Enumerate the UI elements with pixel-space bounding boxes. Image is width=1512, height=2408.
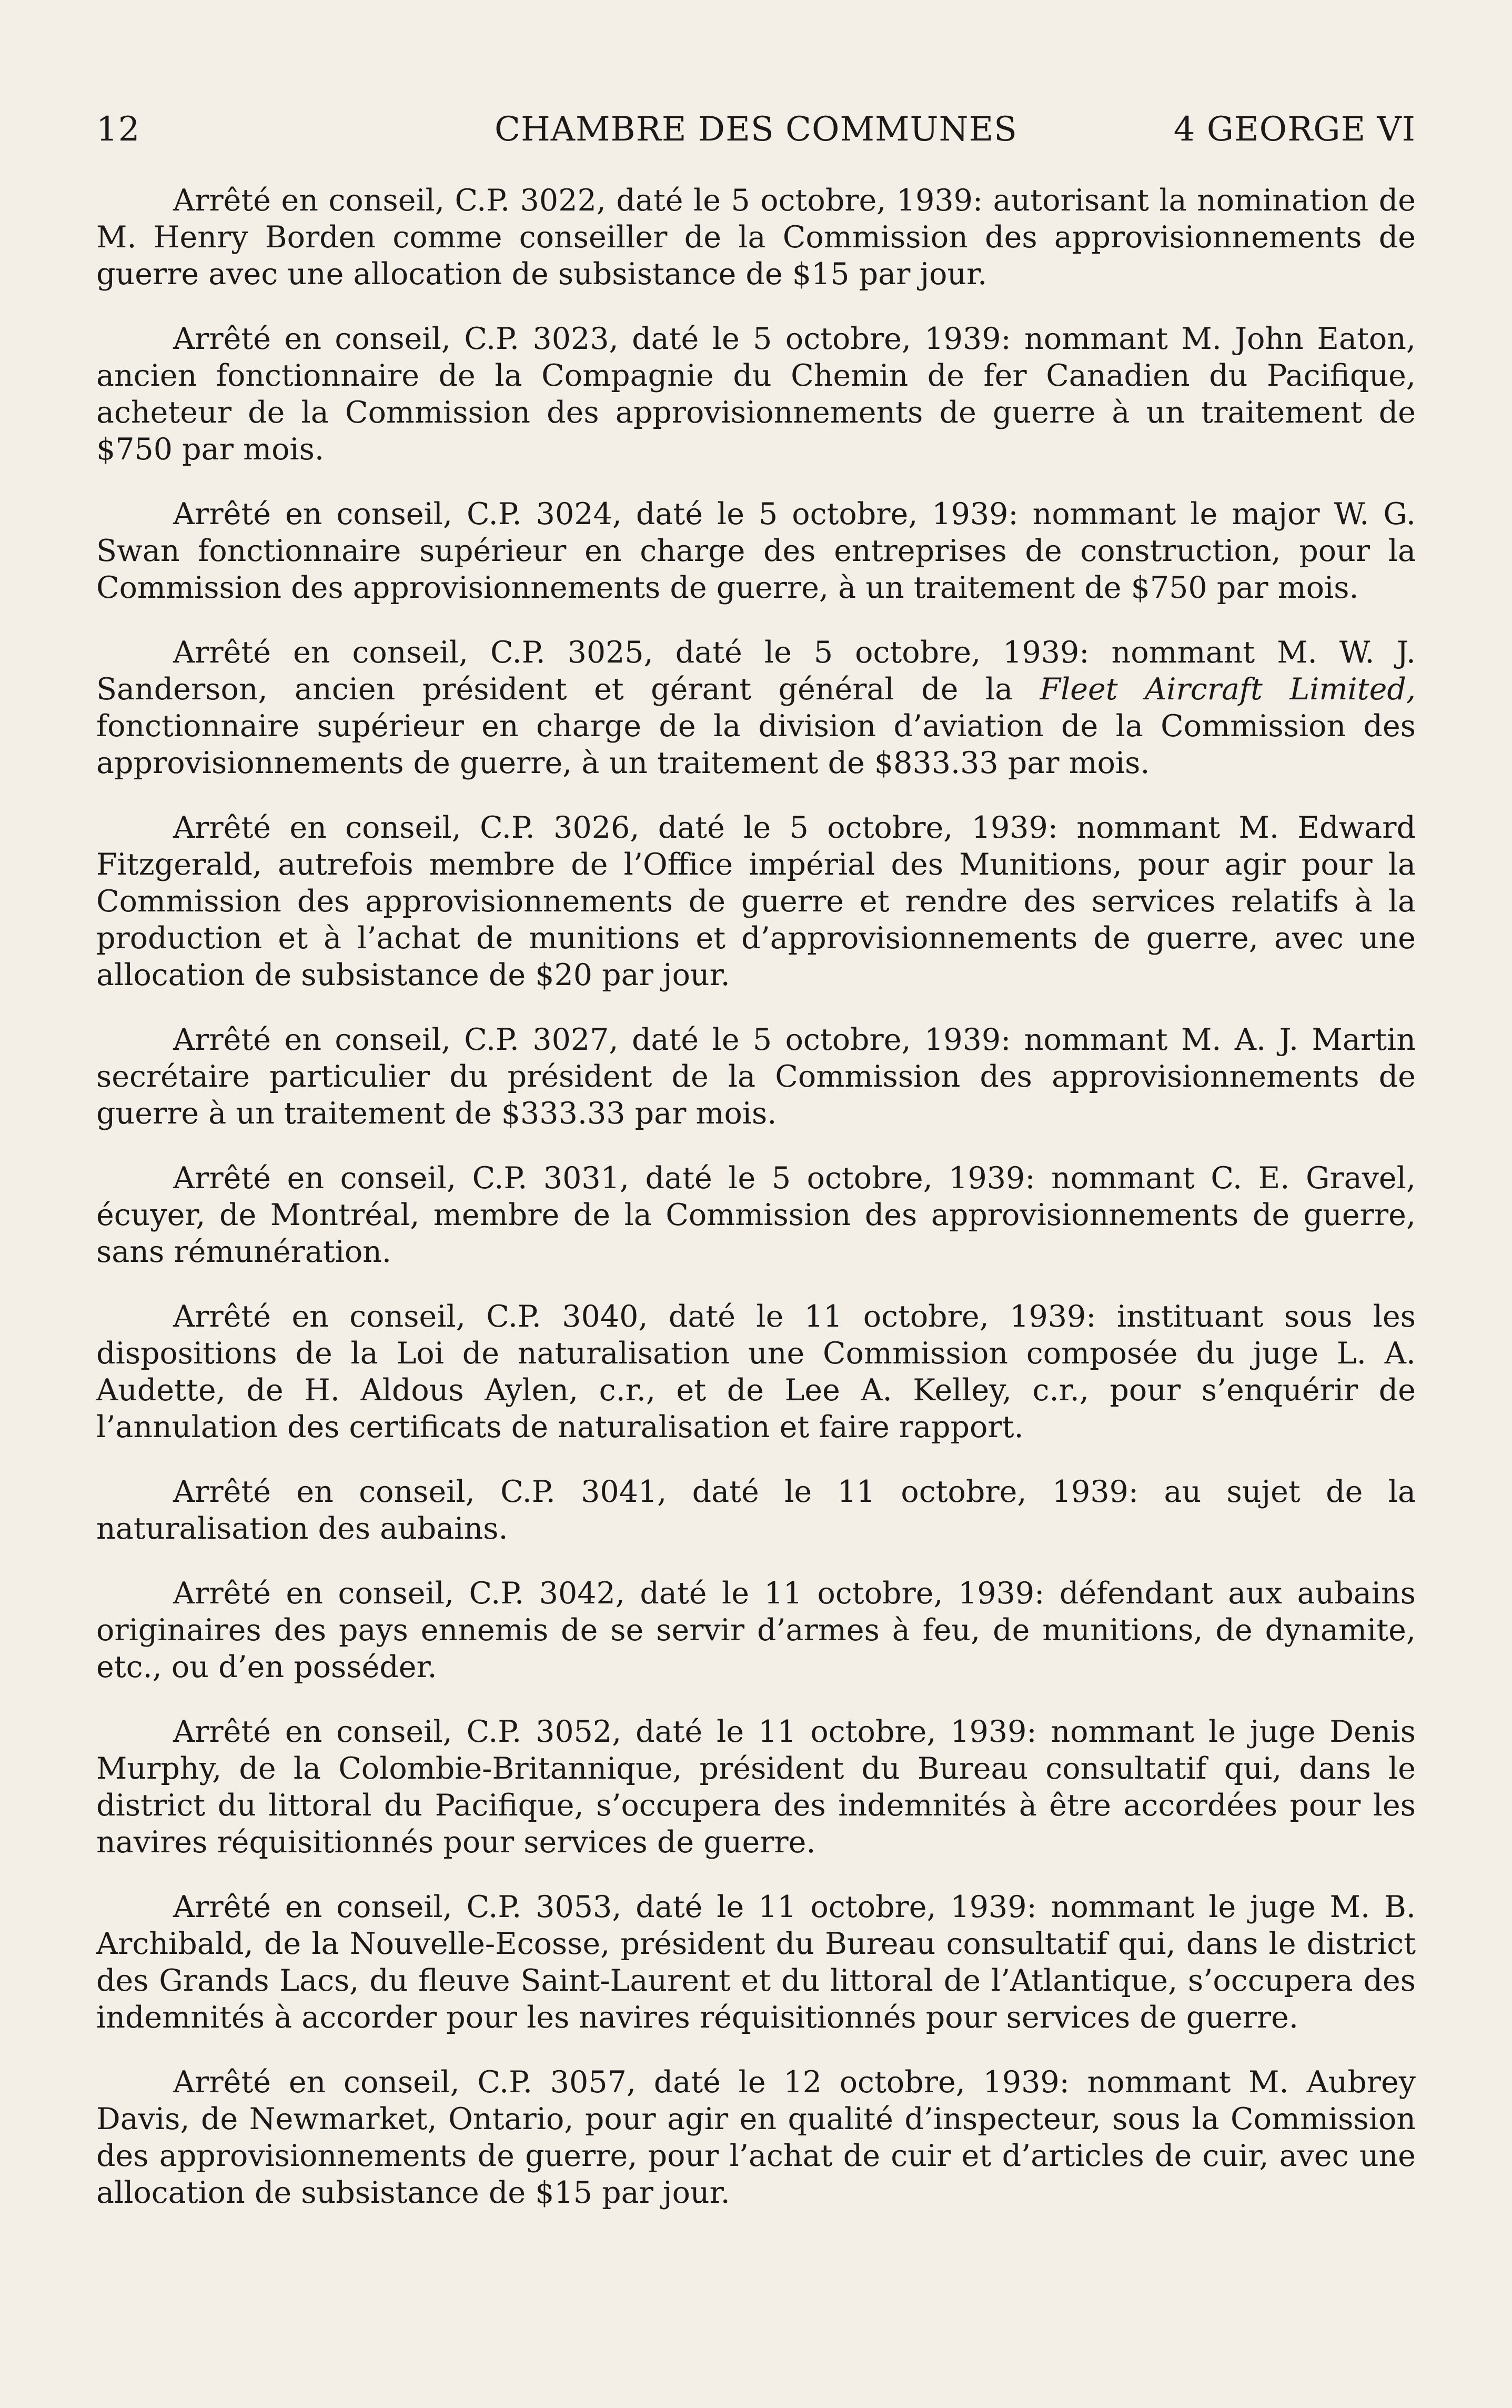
order-entry-3052: Arrêté en conseil, C.P. 3052, daté le 11 octobre, 1939: nommant le juge Denis Murphy, de la Colombie-Britannique, président du Bureau consultatif qui, dans le district du littoral du Pacifique, s’occupera des indemnités à être accordées pour les navires réquisitionnés pour services de guerre.: [96, 1714, 1416, 1860]
order-entry-text: fonctionnaire supérieur en charge de la division d’aviation de la Commission des approvisionnements de guerre, à un traitement de $833.33 par mois.: [96, 709, 1416, 780]
order-entry-3024: Arrêté en conseil, C.P. 3024, daté le 5 octobre, 1939: nommant le major W. G. Swan fonctionnaire supérieur en charge des entreprises de construction, pour la Commission des approvisionnements de guerre, à un traitement de $750 par mois.: [96, 497, 1416, 605]
order-entry-3022: Arrêté en conseil, C.P. 3022, daté le 5 octobre, 1939: autorisant la nomination de M. Henry Borden comme conseiller de la Commission des approvisionnements de guerre avec une allocation de subsistance de $15 par jour.: [96, 183, 1416, 292]
order-entry-3023: Arrêté en conseil, C.P. 3023, daté le 5 octobre, 1939: nommant M. John Eaton, ancien fonctionnaire de la Compagnie du Chemin de fer Canadien du Pacifique, acheteur de la Commission des approvisionnements de guerre à un traitement de $750 par mois.: [96, 322, 1416, 467]
company-name: Fleet Aircraft Limited,: [1040, 672, 1416, 707]
order-in-council-list: [96, 182, 1416, 2239]
order-entry-3042: Arrêté en conseil, C.P. 3042, daté le 11 octobre, 1939: défendant aux aubains originaires des pays ennemis de se servir d’armes à feu, de munitions, de dynamite, etc., ou d’en posséder.: [96, 1576, 1416, 1684]
page-title: CHAMBRE DES COMMUNES: [494, 110, 1018, 149]
page-number: 12: [96, 110, 140, 149]
order-entry-3031: Arrêté en conseil, C.P. 3031, daté le 5 octobre, 1939: nommant C. E. Gravel, écuyer, de Montréal, membre de la Commission des approvisionnements de guerre, sans rémunération.: [96, 1161, 1416, 1269]
running-head: [96, 104, 1416, 155]
order-entry-3025: [96, 634, 1416, 781]
order-entry-3041: Arrêté en conseil, C.P. 3041, daté le 11 octobre, 1939: au sujet de la naturalisation des aubains.: [96, 1474, 1416, 1546]
order-entry-3026: Arrêté en conseil, C.P. 3026, daté le 5 octobre, 1939: nommant M. Edward Fitzgerald, autrefois membre de l’Office impérial des Munitions, pour agir pour la Commission des approvisionnements de guerre et rendre des services relatifs à la production et à l’achat de munitions et d’approvisionnements de guerre, avec une allocation de subsistance de $20 par jour.: [96, 810, 1416, 992]
reign-label: 4 GEORGE VI: [1173, 110, 1416, 149]
order-entry-3027: Arrêté en conseil, C.P. 3027, daté le 5 octobre, 1939: nommant M. A. J. Martin secrétaire particulier du président de la Commission des approvisionnements de guerre à un traitement de $333.33 par mois.: [96, 1022, 1416, 1131]
order-entry-3040: Arrêté en conseil, C.P. 3040, daté le 11 octobre, 1939: instituant sous les dispositions de la Loi de naturalisation une Commission composée du juge L. A. Audette, de H. Aldous Aylen, c.r., et de Lee A. Kelley, c.r., pour s’enquérir de l’annulation des certificats de naturalisation et faire rapport.: [96, 1299, 1416, 1444]
order-entry-text: Arrêté en conseil, C.P. 3025, daté le 5 octobre, 1939: nommant M. W. J. Sanderson, ancien président et gérant général de la: [96, 635, 1416, 707]
order-entry-3057: Arrêté en conseil, C.P. 3057, daté le 12 octobre, 1939: nommant M. Aubrey Davis, de Newmarket, Ontario, pour agir en qualité d’inspecteur, sous la Commission des approvisionnements de guerre, pour l’achat de cuir et d’articles de cuir, avec une allocation de subsistance de $15 par jour.: [96, 2065, 1416, 2210]
order-entry-3053: Arrêté en conseil, C.P. 3053, daté le 11 octobre, 1939: nommant le juge M. B. Archibald, de la Nouvelle-Ecosse, président du Bureau consultatif qui, dans le district des Grands Lacs, du fleuve Saint-Laurent et du littoral de l’Atlantique, s’occupera des indemnités à accorder pour les navires réquisitionnés pour services de guerre.: [96, 1890, 1416, 2035]
